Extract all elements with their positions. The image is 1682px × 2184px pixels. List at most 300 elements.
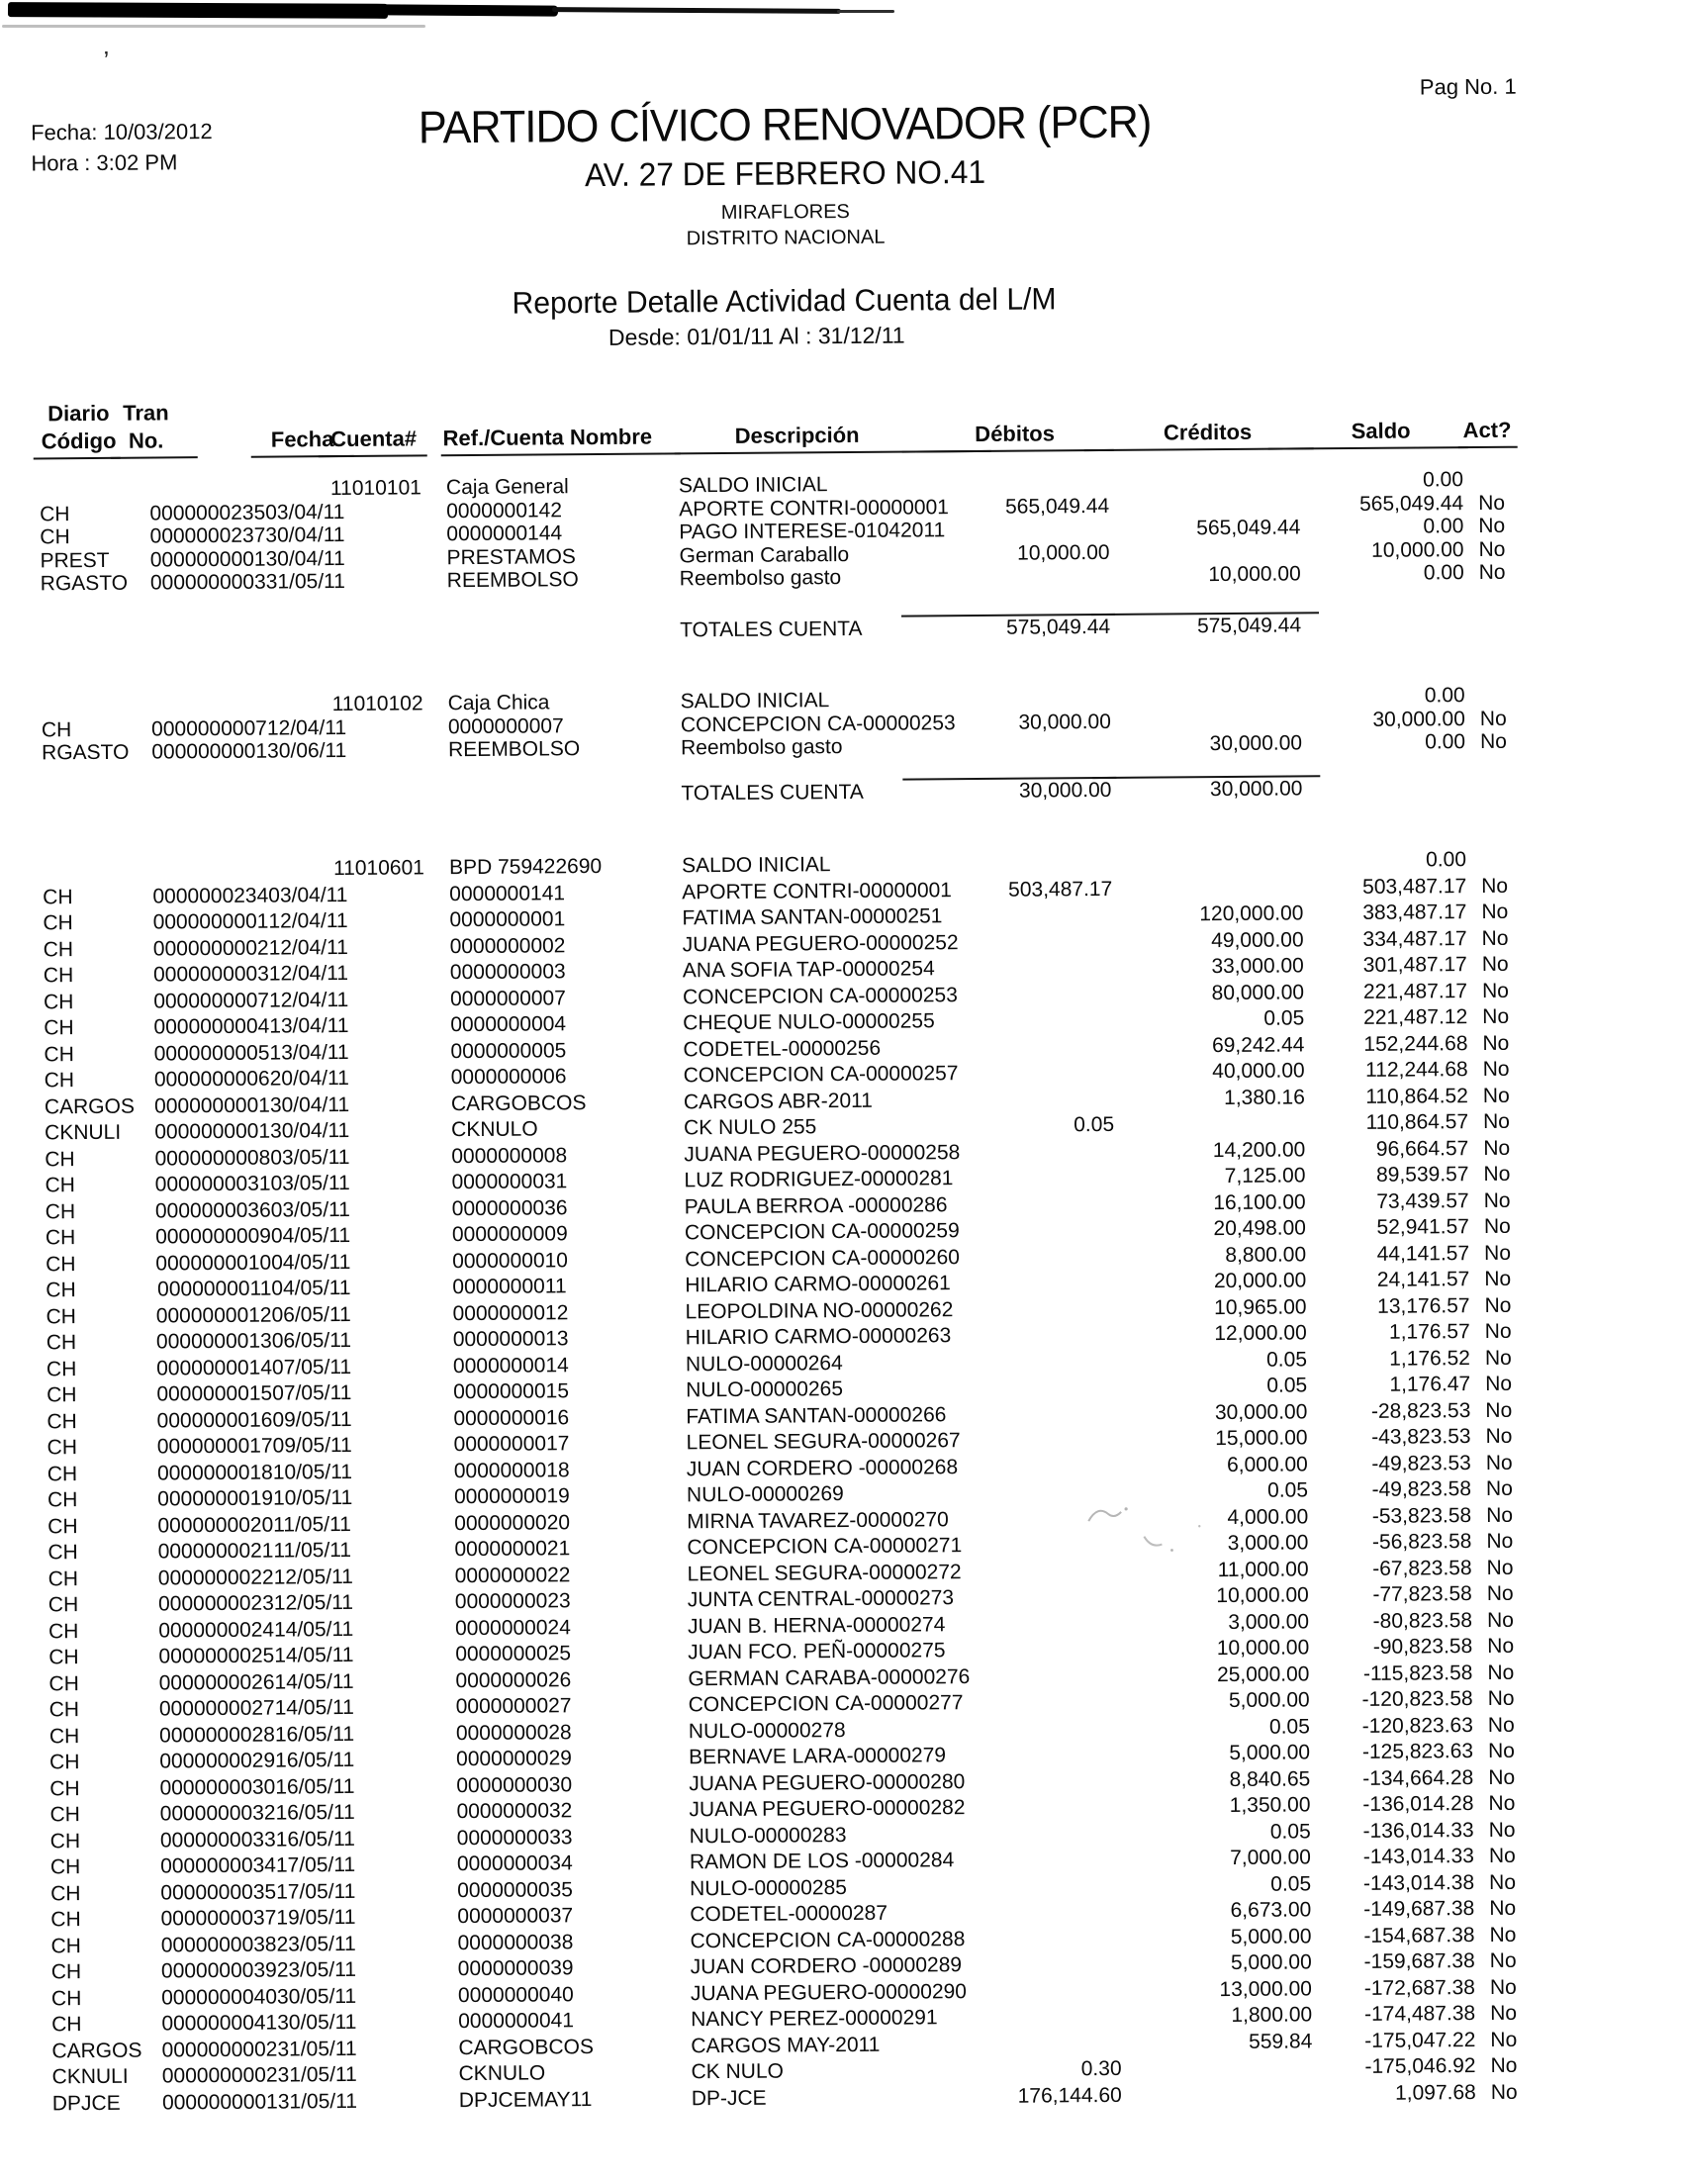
- debito-cell: [987, 733, 1111, 757]
- diario-code: CH: [49, 1776, 80, 1800]
- credito-cell: [1112, 848, 1303, 876]
- tran-number: 0000000022: [157, 1566, 274, 1590]
- ref-cell: 0000000142: [446, 498, 563, 522]
- saldo-inicial-label: SALDO INICIAL: [681, 853, 831, 878]
- act-cell: [1465, 775, 1508, 799]
- credito-cell: 3,000.00: [1228, 1609, 1310, 1634]
- saldo-cell: -49,823.53: [1371, 1451, 1471, 1475]
- credito-cell: 40,000.00: [1212, 1059, 1305, 1084]
- print-date: Fecha: 10/03/2012: [31, 119, 213, 145]
- diario-code: CH: [46, 1331, 77, 1355]
- diario-code: CH: [47, 1409, 77, 1433]
- act-cell: No: [1487, 1739, 1516, 1762]
- debito-cell: [991, 1190, 1115, 1217]
- debito-cell: [995, 1767, 1119, 1794]
- saldo-cell: 0.00: [1425, 730, 1466, 754]
- saldo-cell: 89,539.57: [1375, 1163, 1469, 1187]
- diario-code: CH: [45, 1147, 75, 1171]
- col-header-ref: Ref./Cuenta Nombre: [442, 424, 653, 451]
- descripcion-cell: CONCEPCION CA-00000253: [680, 711, 956, 736]
- col-underline: [111, 456, 198, 459]
- act-cell: No: [1483, 1136, 1511, 1160]
- account-number: 11010601: [332, 856, 424, 881]
- saldo-cell: 52,941.57: [1376, 1215, 1469, 1239]
- saldo-cell: 30,000.00: [1372, 707, 1465, 731]
- fecha-cell: 11/05/11: [273, 1538, 352, 1563]
- credito-cell: 6,000.00: [1226, 1452, 1308, 1476]
- credito-cell: 10,965.00: [1214, 1294, 1307, 1319]
- ref-cell: 0000000022: [454, 1563, 571, 1587]
- totales-label: TOTALES CUENTA: [680, 617, 863, 641]
- tran-number: 0000000013: [155, 1329, 272, 1354]
- credito-cell: 1,380.16: [1224, 1085, 1305, 1109]
- account-number: 11010101: [329, 476, 421, 501]
- credito-cell: [1121, 2054, 1312, 2082]
- credito-cell: 0.05: [1265, 1347, 1308, 1372]
- fecha-cell: 16/05/11: [275, 1800, 355, 1825]
- descripcion-cell: Reembolso gasto: [679, 566, 842, 591]
- act-cell: No: [1487, 1634, 1515, 1658]
- col-header-descripcion: Descripción: [734, 422, 860, 448]
- ref-cell: 0000000020: [454, 1510, 571, 1535]
- tran-number: 0000000030: [159, 1775, 276, 1800]
- tran-number: 0000000014: [156, 1356, 273, 1380]
- fecha-cell: 30/05/11: [277, 2010, 357, 2035]
- fecha-cell: 10/05/11: [272, 1460, 353, 1484]
- act-cell: [1466, 847, 1509, 874]
- act-cell: No: [1484, 1319, 1512, 1343]
- col-underline: [34, 457, 121, 460]
- ref-cell: CARGOBCOS: [450, 1091, 587, 1115]
- debito-cell: [995, 1742, 1119, 1768]
- ref-cell: 0000000004: [450, 1012, 567, 1037]
- fecha-cell: 14/05/11: [273, 1617, 354, 1642]
- descripcion-cell: JUANA PEGUERO-00000282: [689, 1796, 966, 1822]
- credito-cell: 12,000.00: [1214, 1321, 1307, 1346]
- tran-number: 0000000021: [157, 1539, 274, 1564]
- tran-number: 0000000001: [154, 1119, 271, 1144]
- debito-cell: [997, 2030, 1121, 2056]
- act-cell: No: [1481, 952, 1509, 976]
- ref-cell: 0000000011: [452, 1275, 567, 1299]
- totales-debitos: 575,049.44: [1005, 615, 1111, 639]
- act-cell: No: [1483, 1188, 1511, 1212]
- descripcion-cell: BERNAVE LARA-00000279: [688, 1744, 947, 1769]
- tran-number: 0000000235: [149, 501, 266, 525]
- saldo-cell: -115,823.58: [1362, 1661, 1473, 1685]
- debito-cell: [985, 518, 1109, 541]
- col-underline: [1458, 446, 1518, 448]
- descripcion-cell: CARGOS MAY-2011: [691, 2033, 881, 2057]
- debito-cell: 565,049.44: [1004, 494, 1110, 519]
- act-cell: No: [1485, 1398, 1513, 1422]
- diario-code: CKNULI: [51, 2064, 129, 2089]
- descripcion-cell: DP-JCE: [691, 2086, 767, 2110]
- tran-number: 0000000035: [160, 1880, 277, 1905]
- descripcion-cell: PAULA BERROA -00000286: [684, 1192, 948, 1218]
- credito-cell: [1112, 875, 1303, 902]
- saldo-cell: 44,141.57: [1376, 1241, 1470, 1266]
- descripcion-cell: CONCEPCION CA-00000260: [685, 1245, 960, 1271]
- credito-cell: 20,000.00: [1213, 1269, 1307, 1293]
- indent: [43, 856, 333, 885]
- act-cell: No: [1488, 1791, 1516, 1815]
- fecha-cell: 31/05/11: [277, 2089, 358, 2114]
- saldo-cell: 73,439.57: [1376, 1188, 1469, 1213]
- act-cell: No: [1478, 491, 1506, 515]
- ref-cell: 0000000018: [453, 1458, 570, 1482]
- debito-cell: [989, 928, 1113, 955]
- tran-number: 0000000026: [158, 1670, 275, 1695]
- ref-cell: 0000000009: [451, 1222, 568, 1247]
- ref-cell: 0000000041: [458, 2009, 575, 2034]
- saldo-cell: -174,487.38: [1363, 2002, 1476, 2026]
- debito-cell: [996, 1899, 1120, 1926]
- tran-number: 0000000041: [161, 2011, 278, 2036]
- diario-code: CH: [48, 1698, 80, 1722]
- descripcion-cell: CONCEPCION CA-00000257: [683, 1062, 959, 1088]
- saldo-cell: -28,823.53: [1370, 1398, 1471, 1423]
- saldo-inicial-label: SALDO INICIAL: [680, 689, 830, 713]
- credito-cell: 0.05: [1266, 1374, 1308, 1397]
- act-cell: No: [1478, 560, 1506, 585]
- debito-cell: [994, 1584, 1118, 1611]
- fecha-cell: 07/05/11: [271, 1355, 352, 1379]
- credito-cell: 0.05: [1263, 1006, 1305, 1030]
- saldo-cell: 334,487.17: [1362, 926, 1467, 951]
- saldo-cell: 13,176.57: [1377, 1293, 1470, 1318]
- fecha-cell: 04/05/11: [271, 1250, 351, 1275]
- account-name: Caja Chica: [447, 691, 550, 715]
- credito-cell: 5,000.00: [1228, 1688, 1310, 1713]
- debito-cell: 503,487.17: [1008, 877, 1113, 902]
- diario-code: CH: [47, 1514, 78, 1538]
- saldo-cell: 112,244.68: [1365, 1058, 1468, 1082]
- act-cell: No: [1486, 1556, 1514, 1579]
- fecha-cell: 23/05/11: [276, 1932, 356, 1956]
- credito-cell: 0.05: [1268, 1714, 1310, 1739]
- saldo-cell: -120,823.63: [1361, 1713, 1473, 1738]
- tran-number: 0000000007: [151, 716, 267, 741]
- fecha-cell: 14/05/11: [274, 1669, 354, 1694]
- account-name: Caja General: [445, 475, 569, 500]
- col-header-line: Código: [41, 427, 117, 454]
- act-cell: No: [1479, 729, 1508, 753]
- credito-cell: [1109, 469, 1300, 494]
- saldo-cell: 301,487.17: [1362, 953, 1467, 977]
- totales-creditos: 30,000.00: [1209, 776, 1303, 801]
- ref-cell: 0000000028: [455, 1720, 572, 1745]
- saldo-cell: -80,823.58: [1372, 1608, 1473, 1633]
- fecha-cell: 03/05/11: [270, 1197, 351, 1222]
- diario-code: CH: [47, 1383, 77, 1407]
- tran-number: 0000000011: [157, 1277, 272, 1301]
- debito-cell: [996, 1872, 1120, 1899]
- saldo-cell: -49,823.58: [1371, 1477, 1472, 1501]
- debito-cell: [992, 1375, 1116, 1401]
- saldo-cell: 383,487.17: [1362, 901, 1467, 924]
- fecha-cell: 30/06/11: [266, 738, 347, 763]
- diario-code: CH: [47, 1436, 78, 1460]
- diario-code: CH: [49, 1829, 81, 1852]
- credito-cell: 120,000.00: [1199, 902, 1304, 926]
- fecha-cell: 03/05/11: [270, 1171, 350, 1195]
- fecha-cell: 14/05/11: [274, 1695, 354, 1720]
- ref-cell: 0000000026: [455, 1667, 572, 1692]
- descripcion-cell: CONCEPCION CA-00000253: [682, 983, 958, 1008]
- ref-cell: 0000000033: [456, 1825, 573, 1850]
- act-cell: No: [1482, 1031, 1510, 1055]
- diario-code: CH: [50, 1986, 82, 2010]
- credito-cell: 0.05: [1269, 1819, 1311, 1844]
- fecha-cell: 07/05/11: [272, 1380, 352, 1405]
- diario-code: CH: [44, 1069, 75, 1092]
- act-cell: No: [1487, 1661, 1515, 1684]
- act-cell: No: [1490, 2080, 1518, 2104]
- diario-code: CH: [50, 1908, 81, 1932]
- col-header-fecha: Fecha: [270, 427, 334, 452]
- col-header-debitos: Débitos: [975, 421, 1056, 446]
- saldo-cell: 96,664.57: [1375, 1136, 1469, 1161]
- ref-cell: 0000000002: [449, 933, 566, 958]
- fecha-cell: 14/05/11: [274, 1643, 354, 1667]
- debito-cell: [992, 1400, 1116, 1427]
- diario-code: RGASTO: [40, 571, 129, 596]
- saldo-cell: -143,014.33: [1362, 1845, 1474, 1868]
- debito-cell: [988, 850, 1112, 877]
- tran-number: 0000000040: [161, 1985, 278, 2010]
- descripcion-cell: FATIMA SANTAN-00000266: [686, 1402, 947, 1428]
- diario-code: DPJCE: [51, 2091, 121, 2115]
- fecha-cell: 04/05/11: [271, 1276, 351, 1300]
- fecha-cell: 11/05/11: [273, 1512, 351, 1537]
- debito-cell: [992, 1348, 1116, 1375]
- descripcion-cell: JUANA PEGUERO-00000258: [684, 1140, 961, 1166]
- credito-cell: [1111, 709, 1302, 733]
- tran-number: 0000000009: [155, 1224, 272, 1249]
- credito-cell: 565,049.44: [1196, 516, 1301, 540]
- saldo-cell: 0.00: [1423, 561, 1464, 585]
- tran-number: 0000000001: [161, 2090, 278, 2115]
- tran-number: 0000000033: [159, 1828, 276, 1852]
- ref-cell: 0000000144: [446, 522, 563, 546]
- credito-cell: 13,000.00: [1219, 1976, 1313, 2001]
- diario-code: CH: [46, 1279, 76, 1302]
- ref-cell: 0000000007: [447, 713, 564, 738]
- saldo-cell: -175,047.22: [1364, 2028, 1476, 2052]
- diario-code: CH: [45, 1226, 76, 1250]
- col-underline: [1268, 446, 1468, 450]
- debito-cell: [997, 1951, 1121, 1978]
- credito-cell: 80,000.00: [1211, 980, 1305, 1004]
- saldo-cell: -175,046.92: [1364, 2054, 1476, 2078]
- tran-number: 0000000007: [153, 989, 270, 1013]
- ref-cell: CKNULO: [451, 1117, 538, 1142]
- saldo-cell: 24,141.57: [1376, 1268, 1470, 1291]
- tran-number: 0000000039: [160, 1958, 277, 1983]
- tran-number: 0000000237: [149, 523, 266, 548]
- saldo-cell: -172,687.38: [1363, 1975, 1476, 2000]
- saldo-cell: -136,014.33: [1362, 1818, 1474, 1843]
- saldo-cell: 565,049.44: [1358, 491, 1464, 516]
- saldo-cell: 221,487.12: [1363, 1005, 1468, 1029]
- tran-number: 0000000038: [160, 1933, 277, 1957]
- diario-code: CH: [47, 1488, 78, 1512]
- debito-cell: 176,144.60: [1017, 2083, 1122, 2108]
- act-cell: No: [1487, 1713, 1515, 1737]
- diario-code: CH: [44, 1042, 74, 1066]
- act-cell: [1465, 684, 1508, 708]
- act-cell: No: [1490, 2028, 1518, 2051]
- totales-debitos: 30,000.00: [1018, 778, 1112, 803]
- ref-cell: 0000000034: [456, 1852, 573, 1876]
- descripcion-cell: JUNTA CENTRAL-00000273: [687, 1586, 955, 1612]
- descripcion-cell: APORTE CONTRI-00000001: [679, 495, 949, 521]
- debito-cell: [995, 1715, 1119, 1742]
- act-cell: No: [1486, 1529, 1514, 1553]
- descripcion-cell: CONCEPCION CA-00000288: [690, 1927, 966, 1952]
- act-cell: No: [1488, 1844, 1516, 1867]
- tran-number: 0000000036: [154, 1198, 271, 1223]
- descripcion-cell: JUAN CORDERO -00000268: [686, 1455, 959, 1480]
- diario-code: CH: [46, 1304, 77, 1328]
- tran-number: 0000000027: [158, 1696, 275, 1721]
- col-underline: [319, 454, 427, 457]
- col-header-cuenta: Cuenta#: [330, 426, 418, 452]
- descripcion-cell: CODETEL-00000287: [690, 1901, 888, 1927]
- diario-code: CH: [43, 885, 73, 908]
- act-cell: [1464, 612, 1507, 635]
- debito-cell: 10,000.00: [1017, 540, 1110, 565]
- fecha-cell: 31/05/11: [277, 2037, 357, 2061]
- debito-cell: [990, 1138, 1114, 1165]
- descripcion-cell: GERMAN CARABA-00000276: [688, 1664, 971, 1690]
- ref-cell: 0000000038: [457, 1930, 574, 1954]
- fecha-cell: 12/04/11: [268, 988, 349, 1012]
- report-title: Reporte Detalle Actividad Cuenta del L/M: [512, 281, 1057, 321]
- tran-number: 0000000234: [152, 884, 269, 908]
- address-line-2: MIRAFLORES: [720, 200, 850, 225]
- diario-code: CH: [49, 1803, 80, 1827]
- ref-cell: CKNULO: [458, 2061, 546, 2086]
- fecha-cell: 12/04/11: [266, 715, 347, 740]
- debito-cell: [989, 955, 1113, 982]
- fecha-cell: 30/04/11: [269, 1092, 350, 1117]
- descripcion-cell: Reembolso gasto: [680, 735, 843, 760]
- account-section: [40, 468, 1507, 647]
- fecha-cell: 16/05/11: [274, 1722, 355, 1747]
- ref-cell: 0000000141: [449, 881, 566, 905]
- fecha-cell: 30/05/11: [276, 1984, 357, 2009]
- fecha-cell: 06/05/11: [271, 1302, 351, 1327]
- debito-cell: [985, 471, 1109, 495]
- diario-code: CH: [51, 2013, 82, 2037]
- ref-cell: 0000000015: [453, 1379, 570, 1404]
- act-cell: No: [1479, 707, 1507, 730]
- ref-cell: CARGOBCOS: [458, 2035, 595, 2059]
- descripcion-cell: NANCY PEREZ-00000291: [691, 2006, 938, 2032]
- credito-cell: 1,350.00: [1229, 1793, 1311, 1818]
- tran-number: 0000000003: [149, 570, 266, 595]
- totales-creditos: 575,049.44: [1196, 613, 1302, 637]
- tran-number: 0000000002: [152, 936, 269, 961]
- tran-number: 0000000001: [154, 1093, 270, 1118]
- ref-cell: 0000000021: [454, 1537, 571, 1562]
- diario-code: CH: [48, 1671, 79, 1695]
- descripcion-cell: NULO-00000264: [685, 1351, 843, 1376]
- tran-number: 0000000031: [154, 1172, 271, 1196]
- ref-cell: 0000000007: [449, 986, 566, 1010]
- fecha-cell: 10/05/11: [272, 1485, 353, 1510]
- ref-cell: 0000000031: [451, 1170, 568, 1194]
- credito-cell: 20,498.00: [1213, 1216, 1306, 1241]
- fecha-cell: 31/05/11: [277, 2062, 357, 2087]
- descripcion-cell: NULO-00000283: [689, 1823, 847, 1848]
- act-cell: No: [1483, 1214, 1511, 1238]
- ref-cell: 0000000039: [457, 1956, 574, 1981]
- credito-cell: 5,000.00: [1229, 1741, 1311, 1765]
- ref-cell: 0000000032: [456, 1799, 573, 1824]
- diario-code: CKNULI: [45, 1120, 122, 1145]
- saldo-cell: -77,823.58: [1372, 1582, 1472, 1606]
- act-cell: No: [1488, 1765, 1516, 1789]
- account-name: BPD 759422690: [448, 854, 603, 880]
- descripcion-cell: CK NULO 255: [684, 1115, 817, 1140]
- debito-cell: [989, 1033, 1113, 1060]
- ref-cell: PRESTAMOS: [446, 544, 576, 569]
- credito-cell: 5,000.00: [1230, 1950, 1312, 1975]
- diario-code: CH: [47, 1462, 78, 1485]
- diario-code: CH: [43, 937, 74, 961]
- act-cell: No: [1482, 1057, 1510, 1081]
- act-cell: No: [1487, 1686, 1515, 1710]
- debito-cell: [991, 1295, 1115, 1322]
- fecha-cell: 03/04/11: [268, 883, 348, 907]
- ref-cell: 0000000023: [454, 1589, 571, 1614]
- act-cell: No: [1486, 1581, 1514, 1605]
- col-header-line: Tran: [123, 400, 169, 426]
- saldo-cell: -120,823.58: [1361, 1687, 1473, 1711]
- diario-code: CH: [49, 1855, 81, 1879]
- diario-code: CH: [47, 1541, 78, 1565]
- fecha-cell: 17/05/11: [276, 1879, 356, 1904]
- tran-number: 0000000012: [155, 1303, 272, 1328]
- descripcion-cell: JUANA PEGUERO-00000252: [682, 930, 959, 956]
- act-cell: No: [1489, 1975, 1517, 1999]
- descripcion-cell: HILARIO CARMO-00000261: [685, 1272, 951, 1297]
- act-cell: No: [1485, 1451, 1513, 1474]
- address-line-3: DISTRITO NACIONAL: [686, 226, 886, 250]
- fecha-cell: 30/04/11: [265, 546, 345, 571]
- descripcion-cell: CK NULO: [691, 2059, 785, 2084]
- act-cell: No: [1482, 1004, 1510, 1028]
- debito-cell: [986, 564, 1110, 588]
- diario-code: CH: [50, 1934, 81, 1957]
- fecha-cell: 16/05/11: [275, 1774, 355, 1799]
- act-cell: No: [1484, 1293, 1512, 1317]
- descripcion-cell: CONCEPCION CA-00000259: [684, 1219, 960, 1245]
- descripcion-cell: MIRNA TAVAREZ-00000270: [687, 1507, 949, 1533]
- credito-cell: 6,673.00: [1230, 1898, 1312, 1923]
- indent: [42, 693, 332, 718]
- descripcion-cell: RAMON DE LOS -00000284: [689, 1849, 955, 1874]
- act-cell: No: [1486, 1503, 1514, 1527]
- fecha-cell: 31/05/11: [265, 570, 346, 594]
- fecha-cell: 12/04/11: [268, 935, 348, 960]
- diario-code: CH: [50, 1960, 82, 1984]
- ref-cell: 0000000036: [451, 1195, 568, 1220]
- saldo-cell: 1,097.68: [1394, 2080, 1476, 2105]
